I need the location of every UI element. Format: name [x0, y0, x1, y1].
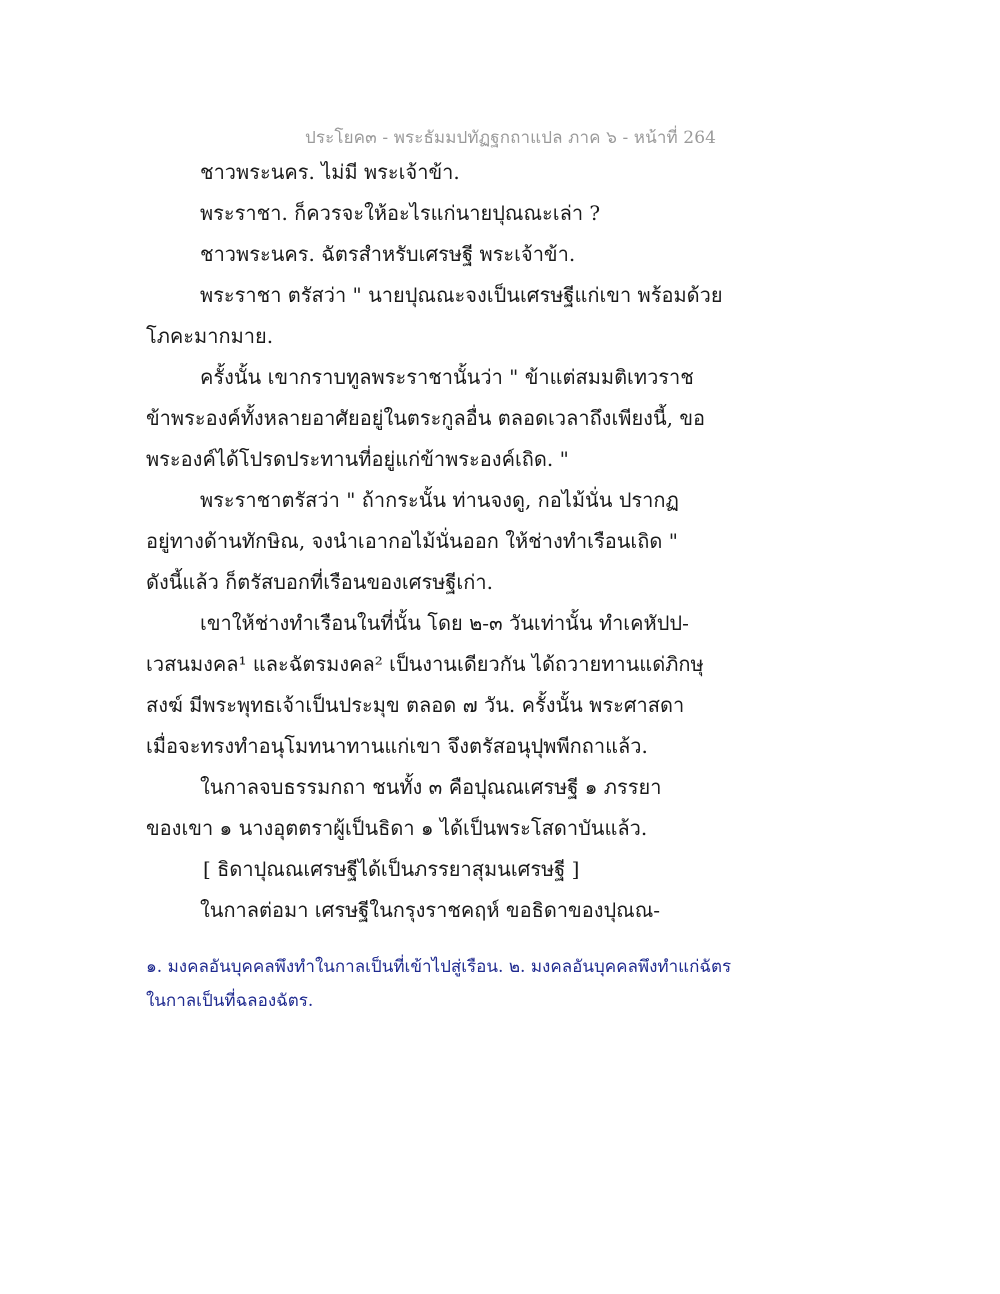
text-line: เมื่อจะทรงทำอนุโมทนาทานแก่เขา จึงตรัสอนุปุพพีกถาแล้ว.	[146, 734, 648, 758]
text-line: ดังนี้แล้ว ก็ตรัสบอกที่เรือนของเศรษฐีเก่า.	[146, 570, 493, 594]
text-line: อยู่ทางด้านทักษิณ, จงนำเอากอไม้นั่นออก ให้ช่างทำเรือนเถิด "	[146, 529, 678, 553]
text-line: เขาให้ช่างทำเรือนในที่นั้น โดย ๒-๓ วันเท่านั้น ทำเคหัปป-	[200, 611, 689, 635]
text-line: ในกาลต่อมา เศรษฐีในกรุงราชคฤห์ ขอธิดาของปุณณ-	[200, 898, 661, 922]
text-line: ในกาลจบธรรมกถา ชนทั้ง ๓ คือปุณณเศรษฐี ๑ ภรรยา	[200, 775, 662, 799]
footnote-line: ๑. มงคลอันบุคคลพึงทำในกาลเป็นที่เข้าไปสู่เรือน. ๒. มงคลอันบุคคลพึงทำแก่ฉัตร	[146, 957, 732, 977]
text-line: พระราชา ตรัสว่า " นายปุณณะจงเป็นเศรษฐีแก่เขา พร้อมด้วย	[200, 283, 723, 307]
running-header: ประโยค๓ - พระธัมมปทัฏฐกถาแปล ภาค ๖ - หน้าที่ 264	[305, 128, 717, 148]
text-line: พระองค์ได้โปรดประทานที่อยู่แก่ข้าพระองค์เถิด. "	[146, 447, 569, 471]
text-line: ของเขา ๑ นางอุตตราผู้เป็นธิดา ๑ ได้เป็นพระโสดาบันแล้ว.	[146, 816, 648, 840]
text-line: ครั้งนั้น เขากราบทูลพระราชานั้นว่า " ข้าแต่สมมติเทวราช	[200, 365, 694, 389]
footnote-line: ในกาลเป็นที่ฉลองฉัตร.	[146, 991, 314, 1011]
section-heading: [ ธิดาปุณณเศรษฐีได้เป็นภรรยาสุมนเศรษฐี ]	[203, 857, 580, 881]
text-line: พระราชาตรัสว่า " ถ้ากระนั้น ท่านจงดู, กอไม้นั่น ปรากฏ	[200, 488, 679, 512]
text-line: ชาวพระนคร. ไม่มี พระเจ้าข้า.	[200, 160, 460, 184]
text-line: สงฆ์ มีพระพุทธเจ้าเป็นประมุข ตลอด ๗ วัน. ครั้งนั้น พระศาสดา	[146, 693, 685, 717]
text-line: ชาวพระนคร. ฉัตรสำหรับเศรษฐี พระเจ้าข้า.	[200, 242, 576, 266]
text-line: ข้าพระองค์ทั้งหลายอาศัยอยู่ในตระกูลอื่น ตลอดเวลาถึงเพียงนี้, ขอ	[146, 406, 706, 430]
text-line: โภคะมากมาย.	[146, 324, 274, 348]
text-line: พระราชา. ก็ควรจะให้อะไรแก่นายปุณณะเล่า ?	[200, 201, 601, 225]
text-line: เวสนมงคล¹ และฉัตรมงคล² เป็นงานเดียวกัน ได้ถวายทานแด่ภิกษุ	[146, 652, 704, 676]
